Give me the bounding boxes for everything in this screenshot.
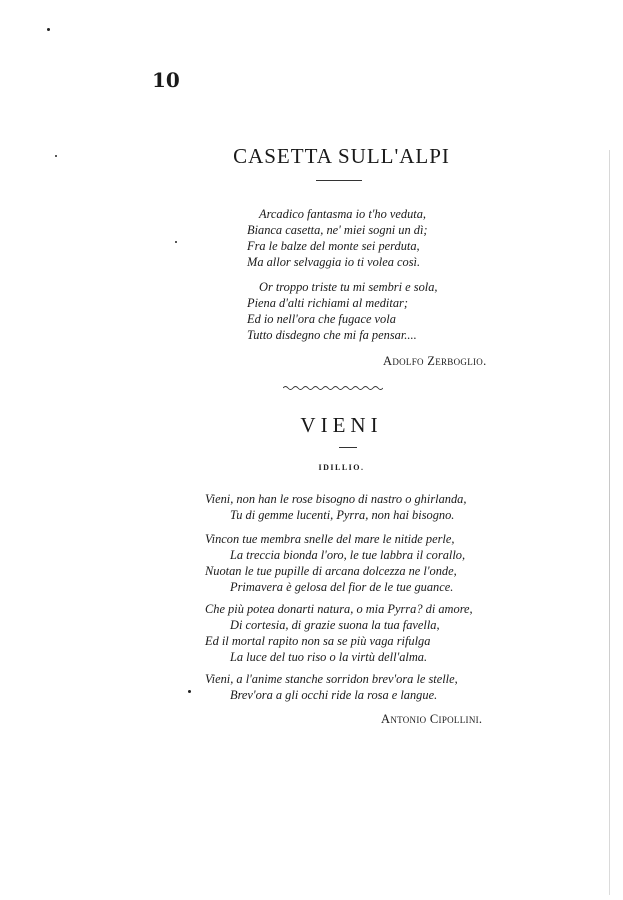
verse-line: Vincon tue membra snelle del mare le nitide perle, xyxy=(205,532,455,546)
verse-line: Brev'ora a gli occhi ride la rosa e langue. xyxy=(230,688,438,702)
verse-line: Vieni, a l'anime stanche sorridon brev'ora le stelle, xyxy=(205,672,458,686)
verse-line: Nuotan le tue pupille di arcana dolcezza ne l'onde, xyxy=(205,564,457,578)
title-rule xyxy=(316,180,362,181)
ink-speck xyxy=(175,241,177,243)
verse-line: Or troppo triste tu mi sembri e sola, xyxy=(259,280,438,294)
verse-line: Arcadico fantasma io t'ho veduta, xyxy=(259,207,427,221)
verse-line: La treccia bionda l'oro, le tue labbra il corallo, xyxy=(230,548,466,562)
verse-line: Ed il mortal rapito non sa se più vaga rifulga xyxy=(205,634,431,648)
verse-line: Che più potea donarti natura, o mia Pyrra? di amore, xyxy=(205,602,473,616)
verse-line: Bianca casetta, ne' miei sogni un dì; xyxy=(247,223,428,237)
verse-line: Di cortesia, di grazie suona la tua favella, xyxy=(230,618,440,632)
poem1-author: Adolfo Zerboglio. xyxy=(383,354,487,368)
verse-line: Tutto disdegno che mi fa pensar.... xyxy=(247,328,417,342)
verse-line: Piena d'alti richiami al meditar; xyxy=(247,296,408,310)
page-number: 10 xyxy=(152,68,180,92)
poem2-author: Antonio Cipollini. xyxy=(381,712,483,726)
ink-speck xyxy=(188,690,191,693)
poem-title-casetta: CASETTA SULL'ALPI xyxy=(233,144,450,168)
verse-line: Vieni, non han le rose bisogno di nastro o ghirlanda, xyxy=(205,492,467,506)
title-rule xyxy=(339,447,357,448)
poem-subtitle: IDILLIO. xyxy=(318,463,365,472)
verse-line: Ed io nell'ora che fugace vola xyxy=(247,312,396,326)
page-edge-shadow xyxy=(609,150,610,895)
poem-title-vieni: VIENI xyxy=(300,413,383,437)
section-ornament xyxy=(283,383,383,393)
ink-speck xyxy=(47,28,50,31)
verse-line: La luce del tuo riso o la virtù dell'alma. xyxy=(230,650,428,664)
verse-line: Primavera è gelosa del fior de le tue guance. xyxy=(230,580,454,594)
verse-line: Fra le balze del monte sei perduta, xyxy=(247,239,420,253)
verse-line: Tu di gemme lucenti, Pyrra, non hai bisogno. xyxy=(230,508,455,522)
verse-line: Ma allor selvaggia io ti volea così. xyxy=(247,255,421,269)
